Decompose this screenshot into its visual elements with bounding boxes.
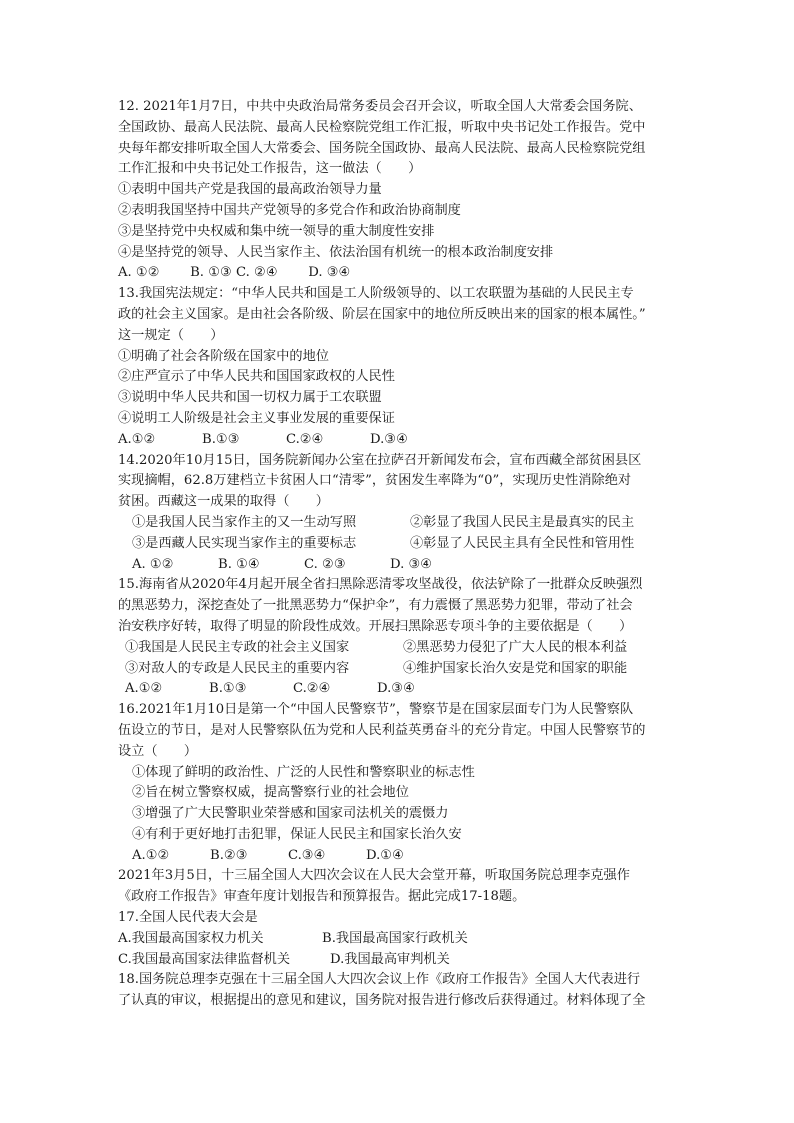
q17-options-row [118, 950, 678, 971]
option-b: B.②③ [210, 847, 248, 863]
q15-item: ③对敌人的专政是人民民主的重要内容 [125, 660, 350, 676]
q12-item: ①表明中国共产党是我国的最高政治领导力量 [118, 182, 382, 198]
material-intro [118, 866, 678, 908]
option-d: D.我国最高审判机关 [330, 951, 450, 967]
q15-options [118, 679, 678, 700]
option-a: A.①② [118, 431, 156, 447]
q16-item: ④有利于更好地打击犯罪，保证人民民主和国家长治久安 [132, 826, 462, 842]
q14-items-row [118, 513, 678, 534]
intro-line: 2021年3月5日，十三届全国人大四次会议在人民大会堂开幕，听取国务院总理李克强作 [118, 868, 630, 884]
option-a: A. ①② [132, 556, 174, 572]
q17-stem: 17.全国人民代表大会是 [118, 910, 258, 926]
q13-item: ①明确了社会各阶级在国家中的地位 [118, 348, 329, 364]
intro-line: 《政府工作报告》审查年度计划报告和预算报告。据此完成17-18题。 [118, 889, 526, 905]
option-a: A.①② [125, 681, 163, 697]
q12-item: ②表明我国坚持中国共产党领导的多党合作和政治协商制度 [118, 202, 461, 218]
q12-stem-line: 12. 2021年1月7日，中共中央政治局常务委员会召开会议，听取全国人大常委会国务院、 [118, 99, 642, 114]
q15-items-row [118, 638, 678, 659]
q14-item: ④彰显了人民民主具有全民性和管用性 [410, 535, 635, 551]
option-b: B. ①④ [218, 556, 260, 572]
q12-options: A. ①② B. ①③ C. ②④ D. ③④ [118, 265, 351, 281]
option-d: D.③④ [377, 681, 415, 697]
option-d: D.①④ [366, 847, 404, 863]
q15-item: ④维护国家长治久安是党和国家的职能 [403, 660, 628, 676]
question-17 [118, 908, 678, 970]
q18-stem-line: 18.国务院总理李克强在十三届全国人大四次会议上作《政府工作报告》全国人大代表进行 [118, 972, 641, 988]
q12-item: ④是坚持党的领导、人民当家作主、依法治国有机统一的根本政治制度安排 [118, 244, 554, 260]
q16-options [118, 846, 678, 867]
option-c: C.我国最高国家法律监督机关 [118, 951, 291, 967]
q15-stem-line: 的黑恶势力，深挖查处了一批黑恶势力“保护伞”，有力震慑了黑恶势力犯罪，带动了社会 [118, 598, 633, 614]
option-d: D.③④ [370, 431, 408, 447]
option-c: C. ②③ [304, 556, 346, 572]
q12-stem-line: 央每年都安排听取全国人大常委会、国务院全国政协、最高人民法院、最高人民检察院党组 [118, 140, 646, 156]
q13-item: ③说明中华人民共和国一切权力属于工农联盟 [118, 390, 382, 406]
q15-stem-line: 治安秩序好转，取得了明显的阶段性成效。开展扫黑除恶专项斗争的主要依据是（ ） [118, 618, 633, 634]
option-c: C.②④ [286, 431, 324, 447]
q16-stem-line: 16.2021年1月10日是第一个“中国人民警察节”，警察节是在国家层面专门为人民警察队 [118, 702, 634, 718]
q18-stem-line: 了认真的审议，根据提出的意见和建议，国务院对报告进行修改后获得通过。材料体现了全 [118, 993, 646, 1009]
question-15 [118, 575, 678, 700]
q16-item: ②旨在树立警察权威，提高警察行业的社会地位 [132, 785, 409, 801]
q13-options [118, 430, 678, 451]
q14-stem-line: 贫困。西藏这一成果的取得（ ） [118, 494, 329, 510]
option-a: A.①② [132, 847, 170, 863]
q13-stem-line: 这一规定（ ） [118, 327, 224, 343]
question-13 [118, 284, 678, 450]
option-b: B.①③ [209, 681, 247, 697]
q14-options [118, 555, 678, 576]
q13-stem-line: 13.我国宪法规定：“中华人民共和国是工人阶级领导的、以工农联盟为基础的人民民主专 [118, 286, 634, 302]
option-b: B.我国最高国家行政机关 [322, 930, 468, 946]
option-a: A.我国最高国家权力机关 [118, 930, 264, 946]
q12-stem-line: 工作汇报和中央书记处工作报告，这一做法（ ） [118, 161, 422, 177]
q14-item: ②彰显了我国人民民主是最真实的民主 [410, 514, 635, 530]
q15-items-row [118, 659, 678, 680]
option-c: C.③④ [288, 847, 326, 863]
q14-stem-line: 14.2020年10月15日，国务院新闻办公室在拉萨召开新闻发布会，宣布西藏全部贫困县区 [118, 452, 642, 468]
q15-item: ①我国是人民民主专政的社会主义国家 [125, 639, 350, 655]
q13-stem-line: 政的社会主义国家。是由社会各阶级、阶层在国家中的地位所反映出来的国家的根本属性。” [118, 306, 646, 322]
q14-item: ③是西藏人民实现当家作主的重要标志 [132, 535, 357, 551]
q16-item: ①体现了鲜明的政治性、广泛的人民性和警察职业的标志性 [132, 764, 475, 780]
q14-item: ①是我国人民当家作主的又一生动写照 [132, 514, 357, 530]
option-c: C.②④ [293, 681, 331, 697]
q16-item: ③增强了广大民警职业荣誉感和国家司法机关的震慑力 [132, 806, 449, 822]
q13-item: ②庄严宣示了中华人民共和国国家政权的人民性 [118, 369, 395, 385]
q16-stem-line: 伍设立的节日，是对人民警察队伍为党和人民利益英勇奋斗的充分肯定。中国人民警察节的 [118, 722, 646, 738]
question-18 [118, 970, 678, 1012]
q17-options-row [118, 929, 678, 950]
q12-stem-line: 全国政协、最高人民法院、最高人民检察院党组工作汇报，听取中央书记处工作报告。党中 [118, 119, 646, 135]
option-d: D. ③④ [390, 556, 433, 572]
q15-item: ②黑恶势力侵犯了广大人民的根本利益 [403, 639, 628, 655]
q13-item: ④说明工人阶级是社会主义事业发展的重要保证 [118, 410, 395, 426]
q16-stem-line: 设立（ ） [118, 743, 198, 759]
q14-items-row [118, 534, 678, 555]
q15-stem-line: 15.海南省从2020年4月起开展全省扫黑除恶清零攻坚战役，依法铲除了一批群众反映强烈 [118, 577, 643, 593]
option-b: B.①③ [202, 431, 240, 447]
exam-page [118, 97, 678, 1012]
question-16 [118, 700, 678, 866]
question-14 [118, 451, 678, 576]
q12-item: ③是坚持党中央权威和集中统一领导的重大制度性安排 [118, 223, 435, 239]
question-12 [118, 97, 678, 284]
q14-stem-line: 实现摘帽，62.8万建档立卡贫困人口“清零”，贫困发生率降为“0”，实现历史性消除绝对 [118, 473, 632, 489]
